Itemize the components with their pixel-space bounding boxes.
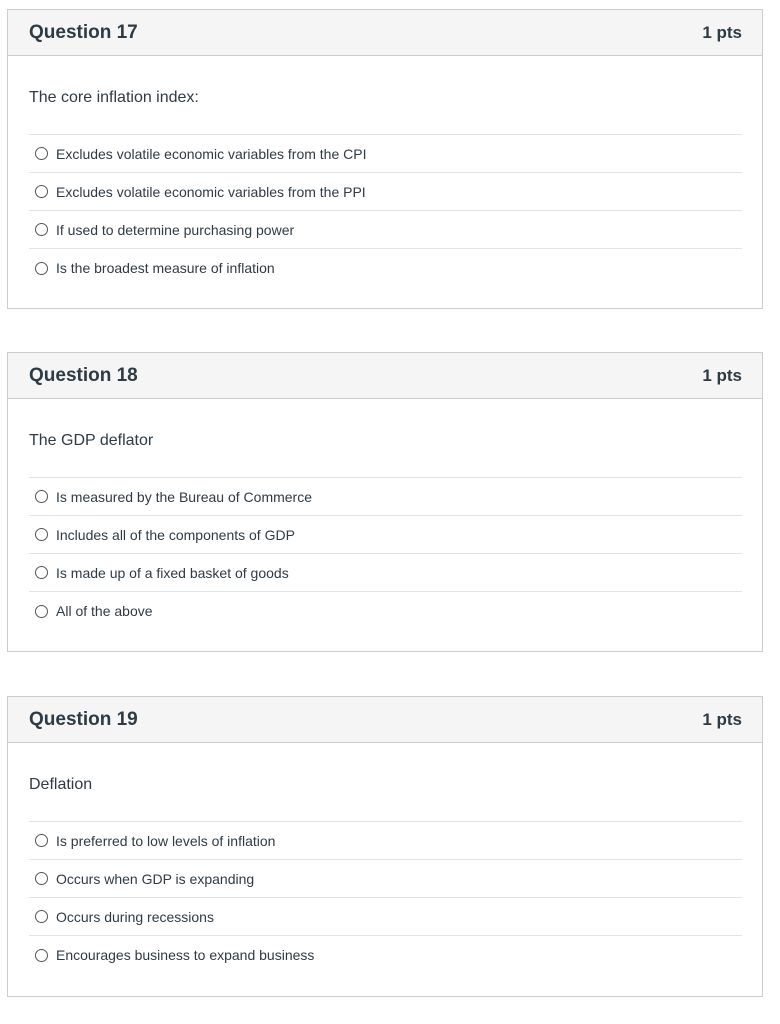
answer-option[interactable] [29,592,742,630]
answer-label: Excludes volatile economic variables from the CPI [56,145,367,162]
question-header [8,697,762,743]
radio-button[interactable] [35,566,48,579]
question-header [8,353,762,399]
answer-option[interactable] [29,135,742,173]
answer-label: If used to determine purchasing power [56,221,295,238]
answer-option[interactable] [29,554,742,592]
answer-label: Includes all of the components of GDP [56,526,295,543]
answer-label: Is preferred to low levels of inflation [56,832,276,849]
question-title: Question 17 [29,21,138,43]
answer-label: All of the above [56,603,153,619]
answer-label: Is made up of a fixed basket of goods [56,564,289,581]
radio-button[interactable] [35,834,48,847]
question-body [8,399,762,630]
question-card-19 [7,696,763,997]
answer-label: Encourages business to expand business [56,947,315,963]
radio-button[interactable] [35,605,48,618]
answer-label: Occurs when GDP is expanding [56,870,255,887]
question-body [8,743,762,974]
answer-list [29,477,742,630]
question-text: The GDP deflator [29,432,154,449]
radio-button[interactable] [35,185,48,198]
radio-button[interactable] [35,223,48,236]
answer-option[interactable] [29,936,742,974]
question-card-18 [7,352,763,652]
answer-list [29,134,742,287]
answer-label: Is measured by the Bureau of Commerce [56,488,313,505]
question-points: 1 pts [702,22,742,42]
answer-label: Excludes volatile economic variables from the PPI [56,183,366,200]
question-title: Question 19 [29,708,138,730]
radio-button[interactable] [35,262,48,275]
answer-list [29,821,742,974]
question-text: The core inflation index: [29,89,199,106]
question-title: Question 18 [29,364,138,386]
radio-button[interactable] [35,147,48,160]
answer-option[interactable] [29,822,742,860]
answer-label: Occurs during recessions [56,908,214,925]
answer-option[interactable] [29,898,742,936]
answer-label: Is the broadest measure of inflation [56,260,275,276]
answer-option[interactable] [29,478,742,516]
question-text: Deflation [29,776,93,793]
answer-option[interactable] [29,211,742,249]
answer-option[interactable] [29,516,742,554]
answer-option[interactable] [29,860,742,898]
radio-button[interactable] [35,872,48,885]
question-body [8,56,762,287]
question-header [8,10,762,56]
radio-button[interactable] [35,949,48,962]
radio-button[interactable] [35,910,48,923]
question-points: 1 pts [702,365,742,385]
question-points: 1 pts [702,709,742,729]
answer-option[interactable] [29,173,742,211]
radio-button[interactable] [35,490,48,503]
question-card-17 [7,9,763,309]
radio-button[interactable] [35,528,48,541]
answer-option[interactable] [29,249,742,287]
